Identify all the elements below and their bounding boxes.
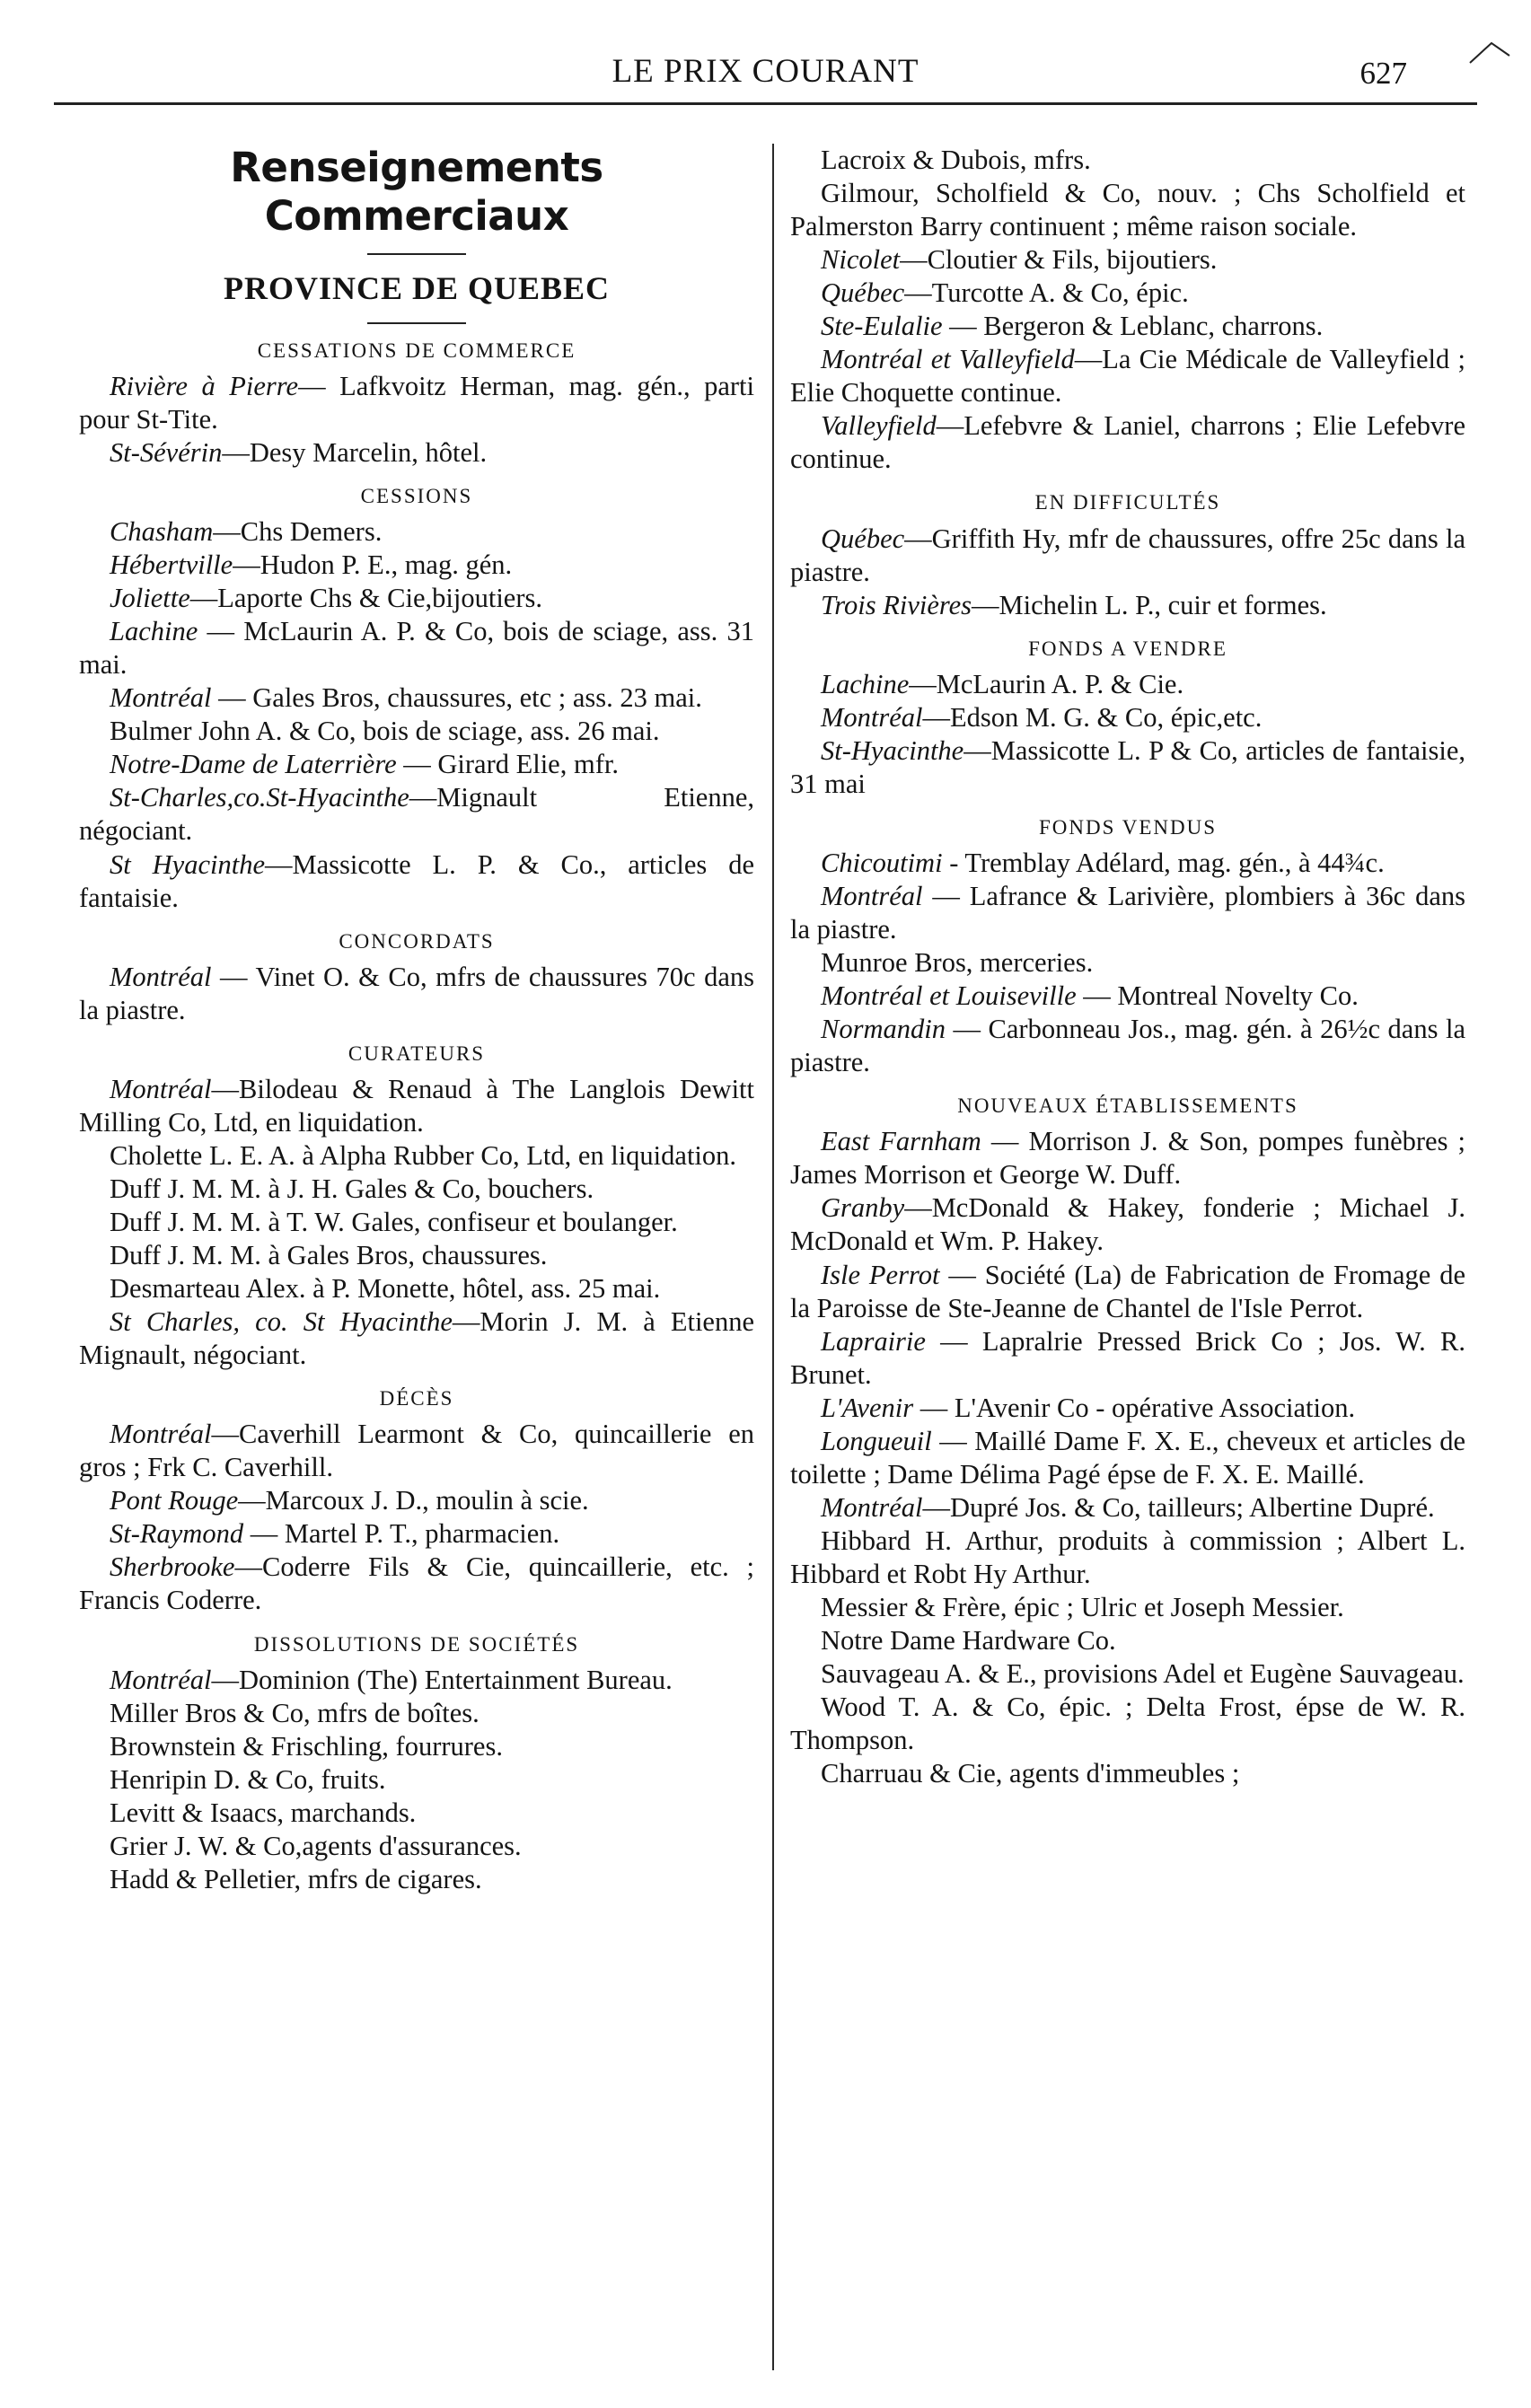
listing-entry: [790, 1657, 1465, 1691]
entry-text: Griffith Hy, mfr de chaussures, offre 25c dans la piastre.: [790, 523, 1465, 587]
running-header: [54, 52, 1477, 105]
listing-entry: Québec—Griffith Hy, mfr de chaussures, offre 25c dans la piastre.: [790, 523, 1465, 587]
section-heading: CESSIONS: [360, 484, 473, 507]
place-name: Trois Rivières: [821, 589, 972, 620]
entry-text: Société (La) de Fabrication de Fromage de la Paroisse de Ste-Jeanne de Chantel de l'Isle Perrot.: [790, 1259, 1465, 1323]
entry-text: Charruau & Cie, agents d'immeubles ;: [821, 1758, 1240, 1789]
province-rule: [367, 322, 466, 324]
listing-entry: Hébertville—Hudon P. E., mag. gén.: [110, 549, 513, 581]
place-name: Ste-Eulalie: [821, 311, 943, 342]
place-name: Montréal: [821, 1491, 923, 1523]
entry-text: Hibbard H. Arthur, produits à commission ; Albert L. Hibbard et Robt Hy Arthur.: [790, 1525, 1465, 1589]
listing-entry: Montréal—Caverhill Learmont & Co, quincaillerie en gros ; Frk C. Caverhill.: [79, 1419, 754, 1483]
listing-entry: St-Raymond — Martel P. T., pharmacien.: [110, 1518, 560, 1550]
place-name: St-Raymond: [110, 1518, 244, 1550]
entry-text: Massicotte L. P & Co, articles de fantaisie, 31 mai: [790, 734, 1465, 799]
listing-entry: [79, 715, 754, 748]
place-name: Montréal et Valleyfield: [821, 344, 1075, 375]
entry-text: Vinet O. & Co, mfrs de chaussures 70c dans la piastre.: [79, 961, 754, 1025]
entry-text: Cholette L. E. A. à Alpha Rubber Co, Ltd, en liquidation.: [110, 1139, 737, 1171]
place-name: Rivière à Pierre: [110, 370, 299, 401]
entry-text: Wood T. A. & Co, épic. ; Delta Frost, épse de W. R. Thompson.: [790, 1692, 1465, 1756]
entry-text: Desy Marcelin, hôtel.: [249, 436, 488, 468]
listing-entry: St-Sévérin—Desy Marcelin, hôtel.: [110, 436, 488, 468]
listing-entry: Nicolet—Cloutier & Fils, bijoutiers.: [821, 244, 1218, 276]
entry-text: Lafrance & Larivière, plombiers à 36c dans la piastre.: [790, 880, 1465, 945]
entry-text: Cloutier & Fils, bijoutiers.: [927, 244, 1218, 276]
entry-text: Massicotte L. P. & Co., articles de fantaisie.: [79, 848, 754, 913]
place-name: Joliette: [110, 583, 190, 614]
listing-entry: [790, 946, 1465, 980]
listing-entry: Joliette—Laporte Chs & Cie,bijoutiers.: [110, 583, 542, 614]
section-heading: NOUVEAUX ÉTABLISSEMENTS: [957, 1094, 1298, 1118]
entry-text: Girard Elie, mfr.: [437, 749, 619, 780]
corner-fold-mark: [1468, 40, 1511, 66]
listing-entry: [79, 1763, 754, 1797]
entry-text: Carbonneau Jos., mag. gén. à 26½c dans la piastre.: [790, 1014, 1465, 1078]
place-name: Montréal: [110, 1073, 212, 1104]
listing-entry: Ste-Eulalie — Bergeron & Leblanc, charrons.: [821, 311, 1324, 342]
left-sections: [79, 337, 754, 1896]
section-heading: CONCORDATS: [339, 929, 495, 953]
entry-text: Lefebvre & Laniel, charrons ; Elie Lefebvre continue.: [790, 410, 1465, 475]
entry-text: Bergeron & Leblanc, charrons.: [983, 311, 1324, 342]
entry-text: Laporte Chs & Cie,bijoutiers.: [217, 583, 542, 614]
place-name: L'Avenir: [821, 1392, 914, 1423]
entry-text: Henripin D. & Co, fruits.: [110, 1763, 386, 1795]
entry-text: La Cie Médicale de Valleyfield ; Elie Choquette continue.: [790, 344, 1465, 409]
listing-entry: Pont Rouge—Marcoux J. D., moulin à scie.: [110, 1485, 589, 1516]
entry-text: L'Avenir Co - opérative Association.: [954, 1392, 1356, 1423]
listing-entry: [79, 1697, 754, 1730]
entry-text: McLaurin A. P. & Co, bois de sciage, ass. 31 mai.: [79, 616, 755, 681]
place-name: Montréal: [821, 880, 923, 911]
entry-text: Tremblay Adélard, mag. gén., à 44¾c.: [964, 847, 1385, 878]
place-name: Normandin: [821, 1014, 946, 1045]
place-name: St Hyacinthe: [110, 848, 265, 880]
place-name: Chasham: [110, 516, 214, 548]
listing-entry: [790, 177, 1465, 243]
place-name: Québec: [821, 277, 905, 309]
place-name: St Charles, co. St Hyacinthe: [110, 1306, 453, 1338]
section-heading: DISSOLUTIONS DE SOCIÉTÉS: [253, 1632, 580, 1656]
listing-entry: Montréal—Bilodeau & Renaud à The Langlois Dewitt Milling Co, Ltd, en liquidation.: [79, 1073, 754, 1138]
place-name: Lachine: [821, 668, 910, 699]
listing-entry: [790, 1525, 1465, 1591]
listing-entry: [79, 1797, 754, 1830]
page-number: 627: [1359, 56, 1407, 91]
right-column: [790, 144, 1465, 1790]
place-name: St-Sévérin: [110, 436, 223, 468]
listing-entry: Montréal — Lafrance & Larivière, plombiers à 36c dans la piastre.: [790, 880, 1465, 945]
listing-entry: Normandin — Carbonneau Jos., mag. gén. à 26½c dans la piastre.: [790, 1014, 1465, 1078]
entry-text: Brownstein & Frischling, fourrures.: [110, 1730, 503, 1762]
listing-entry: Isle Perrot — Société (La) de Fabrication de Fromage de la Paroisse de Ste-Jeanne de Chantel de l'Isle Perrot.: [790, 1259, 1465, 1323]
listing-entry: Montréal—Edson M. G. & Co, épic,etc.: [821, 701, 1263, 733]
entry-text: Desmarteau Alex. à P. Monette, hôtel, ass. 25 mai.: [110, 1273, 661, 1305]
entry-text: Grier J. W. & Co,agents d'assurances.: [110, 1830, 522, 1861]
place-name: Isle Perrot: [821, 1259, 940, 1290]
place-name: Laprairie: [821, 1325, 926, 1357]
listing-entry: Montréal — Vinet O. & Co, mfrs de chaussures 70c dans la piastre.: [79, 961, 754, 1025]
listing-entry: Sherbrooke—Coderre Fils & Cie, quincaillerie, etc. ; Francis Coderre.: [79, 1551, 754, 1616]
entry-text: Lafkvoitz Herman, mag. gén., parti pour St-Tite.: [79, 370, 755, 435]
entry-text: Messier & Frère, épic ; Ulric et Joseph Messier.: [821, 1591, 1344, 1622]
listing-entry: St-Hyacinthe—Massicotte L. P & Co, articles de fantaisie, 31 mai: [790, 734, 1465, 799]
entry-text: Hadd & Pelletier, mfrs de cigares.: [110, 1863, 482, 1894]
listing-entry: Granby—McDonald & Hakey, fonderie ; Michael J. McDonald et Wm. P. Hakey.: [790, 1192, 1465, 1257]
section-heading: FONDS A VENDRE: [1028, 637, 1227, 660]
entry-text: Mignault Etienne, négociant.: [79, 782, 754, 847]
entry-text: Miller Bros & Co, mfrs de boîtes.: [110, 1697, 480, 1728]
place-name: Montréal: [110, 961, 212, 992]
entry-text: McLaurin A. P. & Cie.: [936, 668, 1184, 699]
running-title: LE PRIX COURANT: [612, 53, 919, 90]
listing-entry: [790, 1624, 1465, 1657]
entry-text: Duff J. M. M. à Gales Bros, chaussures.: [110, 1240, 548, 1271]
entry-text: Lacroix & Dubois, mfrs.: [821, 145, 1091, 175]
place-name: Montréal: [110, 1419, 212, 1450]
listing-entry: Montréal — Gales Bros, chaussures, etc ; ass. 23 mai.: [110, 682, 702, 714]
main-title: Renseignements Commerciaux: [230, 144, 603, 240]
place-name: Pont Rouge: [110, 1485, 239, 1516]
entry-text: Dominion (The) Entertainment Bureau.: [239, 1664, 673, 1695]
entry-text: Marcoux J. D., moulin à scie.: [265, 1485, 589, 1516]
entry-text: Duff J. M. M. à J. H. Gales & Co, bouchers.: [110, 1173, 594, 1204]
entry-text: Sauvageau A. & E., provisions Adel et Eugène Sauvageau.: [821, 1658, 1465, 1690]
listing-entry: [79, 1272, 754, 1305]
entry-text: Gilmour, Scholfield & Co, nouv. ; Chs Scholfield et Palmerston Barry continuent ; même raison sociale.: [790, 178, 1465, 242]
province-title: PROVINCE DE QUEBEC: [223, 270, 611, 306]
entry-text: Maillé Dame F. X. E., cheveux et articles de toilette ; Dame Délima Pagé épse de F. X. E. Maillé.: [790, 1425, 1466, 1490]
listing-entry: [790, 1691, 1465, 1757]
entry-text: Chs Demers.: [240, 516, 383, 548]
column-divider: [772, 144, 774, 2370]
place-name: St-Hyacinthe: [821, 734, 964, 766]
place-name: East Farnham: [821, 1126, 981, 1157]
entry-text: Montreal Novelty Co.: [1117, 980, 1359, 1012]
listing-entry: [790, 1757, 1465, 1790]
listing-entry: [79, 1863, 754, 1896]
entry-text: Edson M. G. & Co, épic,etc.: [950, 701, 1263, 733]
listing-entry: Chasham—Chs Demers.: [110, 516, 383, 548]
listing-entry: [79, 1206, 754, 1239]
entry-text: Caverhill Learmont & Co, quincaillerie en gros ; Frk C. Caverhill.: [79, 1419, 754, 1483]
listing-entry: Trois Rivières—Michelin L. P., cuir et formes.: [821, 589, 1327, 620]
listing-entry: [79, 1830, 754, 1863]
place-name: Hébertville: [110, 549, 233, 581]
place-name: Montréal: [821, 701, 923, 733]
listing-entry: Laprairie — Lapralrie Pressed Brick Co ; Jos. W. R. Brunet.: [790, 1325, 1465, 1390]
listing-entry: St Charles, co. St Hyacinthe—Morin J. M. à Etienne Mignault, négociant.: [79, 1306, 754, 1371]
listing-entry: Montréal—Dupré Jos. & Co, tailleurs; Albertine Dupré.: [821, 1491, 1435, 1523]
entry-text: Morin J. M. à Etienne Mignault, négociant.: [79, 1306, 754, 1371]
listing-entry: Lachine—McLaurin A. P. & Cie.: [821, 668, 1184, 699]
listing-entry: [79, 1173, 754, 1206]
listing-entry: Chicoutimi - Tremblay Adélard, mag. gén., à 44¾c.: [821, 847, 1385, 878]
entry-text: Michelin L. P., cuir et formes.: [999, 589, 1327, 620]
place-name: Granby: [821, 1192, 905, 1224]
listing-entry: Montréal et Louiseville — Montreal Novelty Co.: [821, 980, 1359, 1012]
section-heading: DÉCÈS: [379, 1387, 454, 1411]
section-heading: CESSATIONS DE COMMERCE: [257, 338, 576, 362]
title-rule: [367, 253, 466, 255]
listing-entry: Longueuil — Maillé Dame F. X. E., cheveux et articles de toilette ; Dame Délima Pagé épse de F. X. E. Maillé.: [790, 1425, 1466, 1490]
place-name: Québec: [821, 523, 905, 554]
listing-entry: Notre-Dame de Laterrière — Girard Elie, mfr.: [110, 749, 619, 780]
place-name: Montréal: [110, 682, 212, 714]
entry-text: Notre Dame Hardware Co.: [821, 1625, 1116, 1657]
entry-text: Bilodeau & Renaud à The Langlois Dewitt Milling Co, Ltd, en liquidation.: [79, 1073, 754, 1138]
listing-entry: Montréal—Dominion (The) Entertainment Bureau.: [110, 1664, 673, 1695]
entry-text: Martel P. T., pharmacien.: [284, 1518, 560, 1550]
listing-entry: St-Charles,co.St-Hyacinthe—Mignault Etienne, négociant.: [79, 782, 754, 847]
section-heading: EN DIFFICULTÉS: [1034, 491, 1221, 514]
entry-text: Duff J. M. M. à T. W. Gales, confiseur et boulanger.: [110, 1206, 678, 1237]
place-name: St-Charles,co.St-Hyacinthe: [110, 782, 409, 813]
place-name: Chicoutimi: [821, 847, 943, 878]
entry-text: Gales Bros, chaussures, etc ; ass. 23 mai.: [252, 682, 702, 714]
place-name: Montréal et Louiseville: [821, 980, 1077, 1012]
entry-text: Munroe Bros, merceries.: [821, 947, 1094, 979]
listing-entry: Rivière à Pierre— Lafkvoitz Herman, mag. gén., parti pour St-Tite.: [79, 370, 755, 435]
place-name: Sherbrooke: [110, 1551, 235, 1583]
place-name: Notre-Dame de Laterrière: [110, 749, 397, 780]
entry-text: Bulmer John A. & Co, bois de sciage, ass. 26 mai.: [110, 716, 660, 747]
listing-entry: [79, 1730, 754, 1763]
listing-entry: [79, 1239, 754, 1272]
place-name: Longueuil: [821, 1425, 932, 1456]
listing-entry: [790, 1591, 1465, 1624]
section-heading: FONDS VENDUS: [1038, 815, 1218, 839]
right-sections: [790, 144, 1465, 1790]
section-heading: CURATEURS: [348, 1041, 486, 1065]
entry-text: Morrison J. & Son, pompes funèbres ; James Morrison et George W. Duff.: [790, 1126, 1465, 1191]
listing-entry: Montréal et Valleyfield—La Cie Médicale de Valleyfield ; Elie Choquette continue.: [790, 344, 1465, 409]
listing-entry: East Farnham — Morrison J. & Son, pompes funèbres ; James Morrison et George W. Duff.: [790, 1126, 1465, 1191]
place-name: Valleyfield: [821, 410, 937, 442]
entry-text: Hudon P. E., mag. gén.: [260, 549, 513, 581]
place-name: Montréal: [110, 1664, 212, 1695]
listing-entry: [790, 144, 1465, 177]
place-name: Lachine: [110, 616, 198, 647]
listing-entry: L'Avenir — L'Avenir Co - opérative Association.: [821, 1392, 1356, 1423]
listing-entry: St Hyacinthe—Massicotte L. P. & Co., articles de fantaisie.: [79, 848, 754, 913]
entry-text: Turcotte A. & Co, épic.: [931, 277, 1189, 309]
listing-entry: Valleyfield—Lefebvre & Laniel, charrons ; Elie Lefebvre continue.: [790, 410, 1465, 475]
listing-entry: [79, 1139, 754, 1173]
listing-entry: Québec—Turcotte A. & Co, épic.: [821, 277, 1189, 309]
entry-text: Dupré Jos. & Co, tailleurs; Albertine Dupré.: [950, 1491, 1435, 1523]
left-column: [79, 144, 754, 1896]
entry-text: McDonald & Hakey, fonderie ; Michael J. McDonald et Wm. P. Hakey.: [790, 1192, 1465, 1257]
entry-text: Lapralrie Pressed Brick Co ; Jos. W. R. Brunet.: [790, 1325, 1465, 1390]
place-name: Nicolet: [821, 244, 901, 276]
entry-text: Coderre Fils & Cie, quincaillerie, etc. ; Francis Coderre.: [79, 1551, 754, 1616]
listing-entry: Lachine — McLaurin A. P. & Co, bois de sciage, ass. 31 mai.: [79, 616, 755, 681]
entry-text: Levitt & Isaacs, marchands.: [110, 1797, 417, 1828]
